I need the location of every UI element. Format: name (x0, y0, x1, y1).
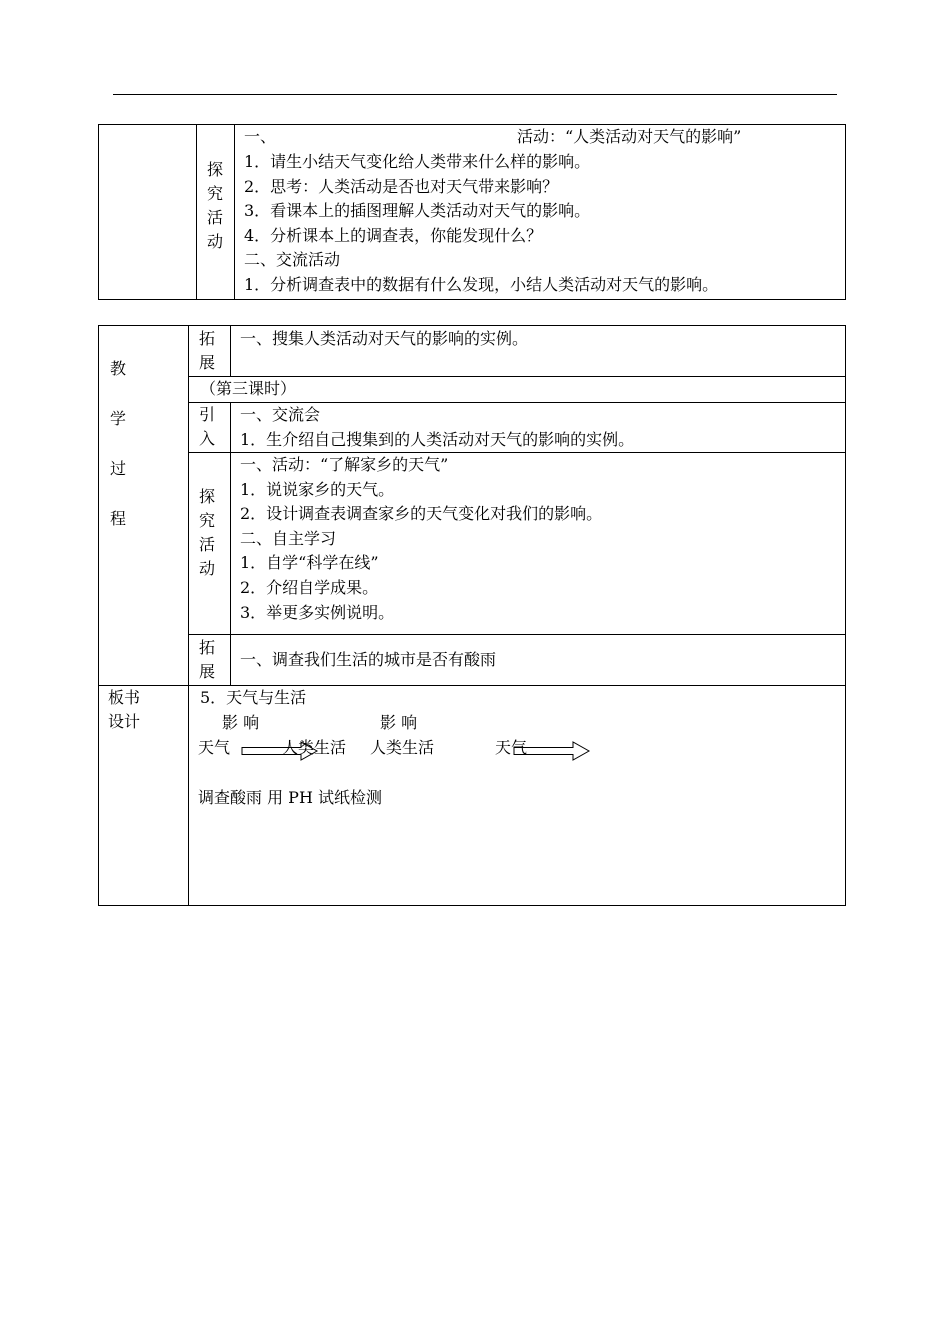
intro-content (240, 403, 634, 452)
board-influence-1: 影 响 (222, 713, 260, 732)
arrow-right-icon (514, 741, 590, 761)
list-item: 4．分析课本上的调查表，你能发现什么？ (244, 225, 543, 245)
board-human-1: 人类生活 (282, 738, 347, 757)
table2-col-divider-main (188, 325, 189, 906)
board-weather-1: 天气 (198, 738, 231, 757)
expand-text-2: 一、调查我们生活的城市是否有酸雨 (240, 650, 497, 669)
explore-content (240, 453, 602, 625)
list-item: 一、活动：“了解家乡的天气” (240, 455, 449, 474)
list-item: 1．请生小结天气变化给人类带来什么样的影响。 (244, 152, 591, 171)
teaching-process-label: 教 学 过 程 (109, 359, 126, 528)
board-weather-2: 天气 (495, 738, 528, 757)
explore-label: 探 究 活 动 (198, 487, 215, 578)
list-item: 二、交流活动 (244, 250, 341, 270)
list-item: 2．设计调查表调查家乡的天气变化对我们的影响。 (240, 504, 603, 524)
list-item: 1．说说家乡的天气。 (240, 479, 395, 499)
list-item: 2．介绍自学成果。 (240, 577, 379, 597)
arrow-right-icon (242, 741, 318, 761)
table1-col-divider-1 (196, 124, 197, 300)
expand-text-1: 一、搜集人类活动对天气的影响的实例。 (240, 329, 529, 348)
list-item: 2．思考：人类活动是否也对天气带来影响？ (244, 176, 559, 196)
table2-col-divider-b (230, 402, 231, 685)
table2-col-divider-a (230, 325, 231, 376)
table2-row-line-4 (188, 634, 846, 635)
list-item: 一、交流会 (240, 405, 321, 424)
board-human-2: 人类生活 (370, 738, 435, 757)
table1-heading-activity: 活动：“人类活动对天气的影响” (517, 127, 742, 146)
list-item: 3．举更多实例说明。 (240, 602, 395, 622)
board-title: 5．天气与生活 (200, 688, 307, 707)
table1-col-divider-2 (234, 124, 235, 300)
board-design-label: 板书 设计 (108, 688, 141, 731)
list-item: 1．自学“科学在线” (240, 553, 379, 573)
board-acid-rain: 调查酸雨 用 PH 试纸检测 (198, 788, 382, 807)
table1-activity-list (244, 150, 718, 298)
list-item: 3．看课本上的插图理解人类活动对天气的影响。 (244, 201, 591, 221)
intro-label: 引 入 (198, 405, 215, 448)
header-rule (113, 94, 837, 95)
table1-heading-left: 一、 (244, 127, 277, 146)
expand-label-1: 拓 展 (198, 329, 215, 372)
list-item: 二、自主学习 (240, 528, 337, 548)
list-item: 1．分析调查表中的数据有什么发现，小结人类活动对天气的影响。 (244, 274, 719, 294)
board-influence-2: 影 响 (380, 713, 418, 732)
expand-label-2: 拓 展 (198, 638, 215, 681)
session-label: （第三课时） (200, 379, 297, 398)
list-item: 1．生介绍自己搜集到的人类活动对天气的影响的实例。 (240, 429, 635, 449)
table1-category-label: 探 究 活 动 (206, 160, 223, 251)
